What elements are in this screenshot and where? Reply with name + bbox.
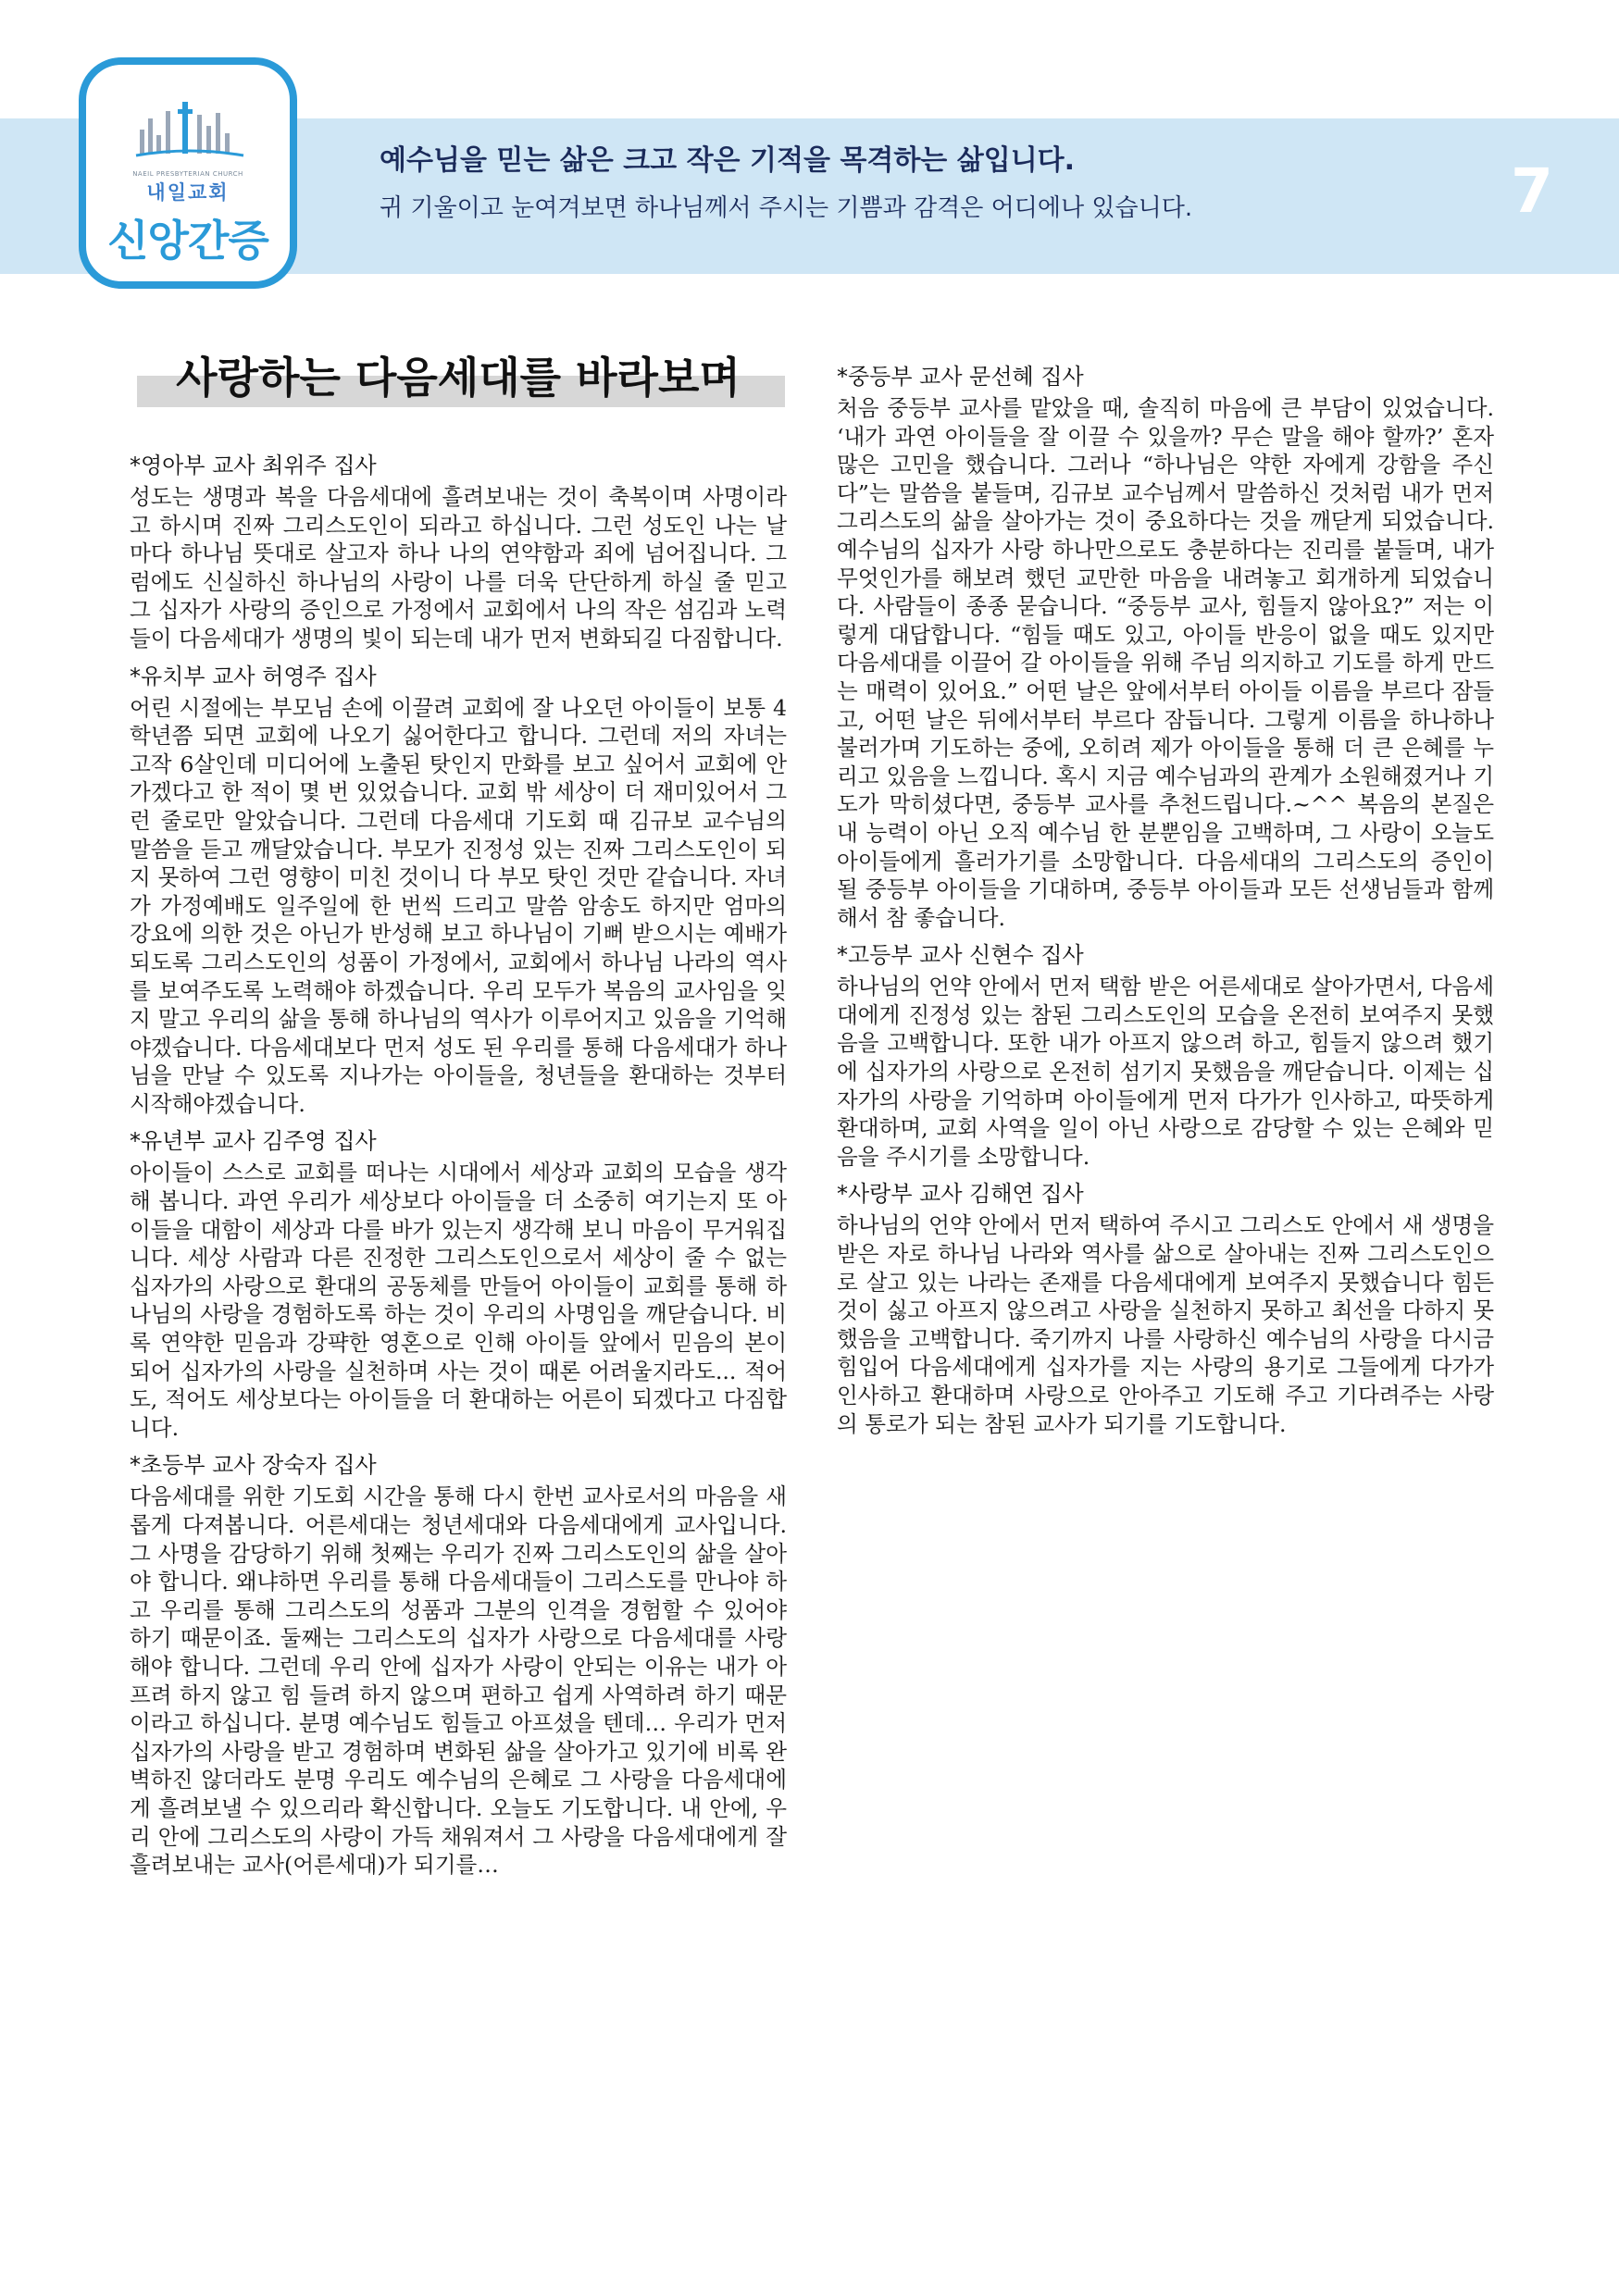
- section-heading: *초등부 교사 장숙자 집사: [130, 1452, 377, 1479]
- page-number: 7: [1511, 155, 1553, 227]
- section-title: 신앙간증: [107, 216, 268, 266]
- section-body: 처음 중등부 교사를 맡았을 때, 솔직히 마음에 큰 부담이 있었습니다. ‘내가 과연 아이들을 잘 이끌 수 있을까? 무슨 말을 해야 할까?’ 혼자 많은 고민을 했습니다. 그러나 “하나님은 약한 자에게 강함을 주신다”는 말씀을 붙들며, 김규보 교수님께서 말씀하신 것처럼 내가 먼저 그리스도의 삶을 살아가는 것이 중요하다는 것을 깨닫게 되었습니다. 예수님의 십자가 사랑 하나만으로도 충분하다는 진리를 붙들며, 내가 무엇인가를 해보려 했던 교만한 마음을 내려놓고 회개하게 되었습니다. 사람들이 종종 묻습니다. “중등부 교사, 힘들지 않아요?” 저는 이렇게 대답합니다. “힘들 때도 있고, 아이들 반응이 없을 때도 있지만 다음세대를 이끌어 갈 아이들을 위해 주님 의지하고 기도를 하게 만드는 매력이 있어요.” 어떤 날은 앞에서부터 아이들 이름을 부르다 잠들고, 어떤 날은 뒤에서부터 부르다 잠듭니다. 그렇게 이름을 하나하나 불러가며 기도하는 중에, 오히려 제가 아이들을 통해 더 큰 은혜를 누리고 있음을 느낍니다. 혹시 지금 예수님과의 관계가 소원해졌거나 기도가 막히셨다면, 중등부 교사를 추천드립니다.~^^ 복음의 본질은 내 능력이 아닌 오직 예수님 한 분뿐임을 고백하며, 그 사랑이 오늘도 아이들에게 흘러가기를 소망합니다. 다음세대의 그리스도의 증인이 될 중등부 아이들을 기대하며, 중등부 아이들과 모든 선생님들과 함께 해서 참 좋습니다.: [837, 395, 1494, 931]
- section-heading: *유년부 교사 김주영 집사: [130, 1128, 377, 1155]
- section-heading: *유치부 교사 허영주 집사: [130, 663, 377, 689]
- section-body: 어린 시절에는 부모님 손에 이끌려 교회에 잘 나오던 아이들이 보통 4학년쯤 되면 교회에 나오기 싫어한다고 합니다. 그런데 저의 자녀는 고작 6살인데 미디어에 노출된 탓인지 만화를 보고 싶어서 교회에 안 가겠다고 한 적이 몇 번 있었습니다. 교회 밖 세상이 더 재미있어서 그런 줄로만 알았습니다. 그런데 다음세대 기도회 때 김규보 교수님의 말씀을 듣고 깨달았습니다. 부모가 진정성 있는 진짜 그리스도인이 되지 못하여 그런 영향이 미친 것이니 다 부모 탓인 것만 같습니다. 자녀가 가정예배도 일주일에 한 번씩 드리고 말씀 암송도 하지만 엄마의 강요에 의한 것은 아닌가 반성해 보고 하나님이 기뻐 받으시는 예배가 되도록 그리스도인의 성품이 가정에서, 교회에서 하나님 나라의 역사를 보여주도록 노력해야 하겠습니다. 우리 모두가 복음의 교사임을 잊지 말고 우리의 삶을 통해 하나님의 역사가 이루어지고 있음을 기억해야겠습니다. 다음세대보다 먼저 성도 된 우리를 통해 다음세대가 하나님을 만날 수 있도록 지나가는 아이들을, 청년들을 환대하는 것부터 시작해야겠습니다.: [130, 694, 787, 1117]
- left-column: [130, 452, 787, 1889]
- testimony-section: [837, 941, 1494, 1171]
- section-heading: *중등부 교사 문선혜 집사: [837, 364, 1084, 390]
- church-english-name: NAEIL PRESBYTERIAN CHURCH: [132, 170, 243, 178]
- section-body: 아이들이 스스로 교회를 떠나는 시대에서 세상과 교회의 모습을 생각해 봅니다. 과연 우리가 세상보다 아이들을 더 소중히 여기는지 또 아이들을 대함이 세상과 다를 바가 있는지 생각해 보니 마음이 무거워집니다. 세상 사람과 다른 진정한 그리스도인으로서 세상이 줄 수 없는 십자가의 사랑으로 환대의 공동체를 만들어 아이들이 교회를 통해 하나님의 사랑을 경험하도록 하는 것이 우리의 사명임을 깨닫습니다. 비록 연약한 믿음과 강퍅한 영혼으로 인해 아이들 앞에서 믿음의 본이 되어 십자가의 사랑을 실천하며 사는 것이 때론 어려울지라도... 적어도, 적어도 세상보다는 아이들을 더 환대하는 어른이 되겠다고 다짐합니다.: [130, 1160, 787, 1441]
- testimony-section: [130, 663, 787, 1119]
- testimony-section: [837, 363, 1494, 932]
- section-logo: [79, 57, 297, 289]
- right-column: [837, 363, 1494, 1447]
- section-body: 다음세대를 위한 기도회 시간을 통해 다시 한번 교사로서의 마음을 새롭게 다져봅니다. 어른세대는 청년세대와 다음세대에게 교사입니다. 그 사명을 감당하기 위해 첫째는 우리가 진짜 그리스도인의 삶을 살아야 합니다. 왜냐하면 우리를 통해 다음세대들이 그리스도를 만나야 하고 우리를 통해 그리스도의 성품과 그분의 인격을 경험할 수 있어야 하기 때문이죠. 둘째는 그리스도의 십자가 사랑으로 다음세대를 사랑해야 합니다. 그런데 우리 안에 십자가 사랑이 안되는 이유는 내가 아프려 하지 않고 힘 들려 하지 않으며 편하고 쉽게 사역하려 하기 때문이라고 하십니다. 분명 예수님도 힘들고 아프셨을 텐데… 우리가 먼저 십자가의 사랑을 받고 경험하며 변화된 삶을 살아가고 있기에 비록 완벽하진 않더라도 분명 우리도 예수님의 은혜로 그 사랑을 다음세대에게 흘려보낼 수 있으리라 확신합니다. 오늘도 기도합니다. 내 안에, 우리 안에 그리스도의 사랑이 가득 채워져서 그 사랑을 다음세대에게 잘 흘려보내는 교사(어른세대)가 되기를…: [130, 1483, 787, 1879]
- testimony-section: [130, 1127, 787, 1442]
- section-heading: *사랑부 교사 김해연 집사: [837, 1181, 1084, 1208]
- church-skyline-icon: [134, 93, 245, 159]
- section-heading: *고등부 교사 신현수 집사: [837, 942, 1084, 969]
- section-body: 성도는 생명과 복을 다음세대에 흘려보내는 것이 축복이며 사명이라고 하시며 진짜 그리스도인이 되라고 하십니다. 그런 성도인 나는 날마다 하나님 뜻대로 살고자 하나 나의 연약함과 죄에 넘어집니다. 그럼에도 신실하신 하나님의 사랑이 나를 더욱 단단하게 하실 줄 믿고 그 십자가 사랑의 증인으로 가정에서 교회에서 나의 작은 섬김과 노력들이 다음세대가 생명의 빛이 되는데 내가 먼저 변화되길 다짐합니다.: [130, 484, 787, 652]
- testimony-section: [837, 1180, 1494, 1438]
- header-headline: 예수님을 믿는 삶은 크고 작은 기적을 목격하는 삶입니다.: [380, 144, 1076, 177]
- section-body: 하나님의 언약 안에서 먼저 택하여 주시고 그리스도 안에서 새 생명을 받은 자로 하나님 나라와 역사를 삶으로 살아내는 진짜 그리스도인으로 살고 있는 나라는 존재를 다음세대에게 보여주지 못했습니다 힘든 것이 싫고 아프지 않으려고 사랑을 실천하지 못하고 최선을 다하지 못했음을 고백합니다. 죽기까지 나를 사랑하신 예수님의 사랑을 다시금 힘입어 다음세대에게 십자가를 지는 사랑의 용기로 그들에게 다가가 인사하고 환대하며 사랑으로 안아주고 기도해 주고 기다려주는 사랑의 통로가 되는 참된 교사가 되기를 기도합니다.: [837, 1212, 1494, 1437]
- header-subline: 귀 기울이고 눈여겨보면 하나님께서 주시는 기쁨과 감격은 어디에나 있습니다.: [380, 194, 1193, 222]
- section-body: 하나님의 언약 안에서 먼저 택함 받은 어른세대로 살아가면서, 다음세대에게 진정성 있는 참된 그리스도인의 모습을 온전히 보여주지 못했음을 고백합니다. 또한 내가 아프지 않으려 하고, 힘들지 않으려 했기에 십자가의 사랑으로 온전히 섬기지 못했음을 깨닫습니다. 이제는 십자가의 사랑을 기억하며 아이들에게 먼저 다가가 인사하고, 따뜻하게 환대하며, 교회 사역을 일이 아닌 사랑으로 감당할 수 있는 은혜와 믿음을 주시기를 소망합니다.: [837, 974, 1494, 1170]
- testimony-section: [130, 1451, 787, 1879]
- article-title: 사랑하는 다음세대를 바라보며: [176, 353, 741, 403]
- article-title-block: [130, 344, 787, 411]
- testimony-section: [130, 452, 787, 653]
- section-heading: *영아부 교사 최위주 집사: [130, 453, 377, 478]
- church-name: 내일교회: [146, 181, 230, 204]
